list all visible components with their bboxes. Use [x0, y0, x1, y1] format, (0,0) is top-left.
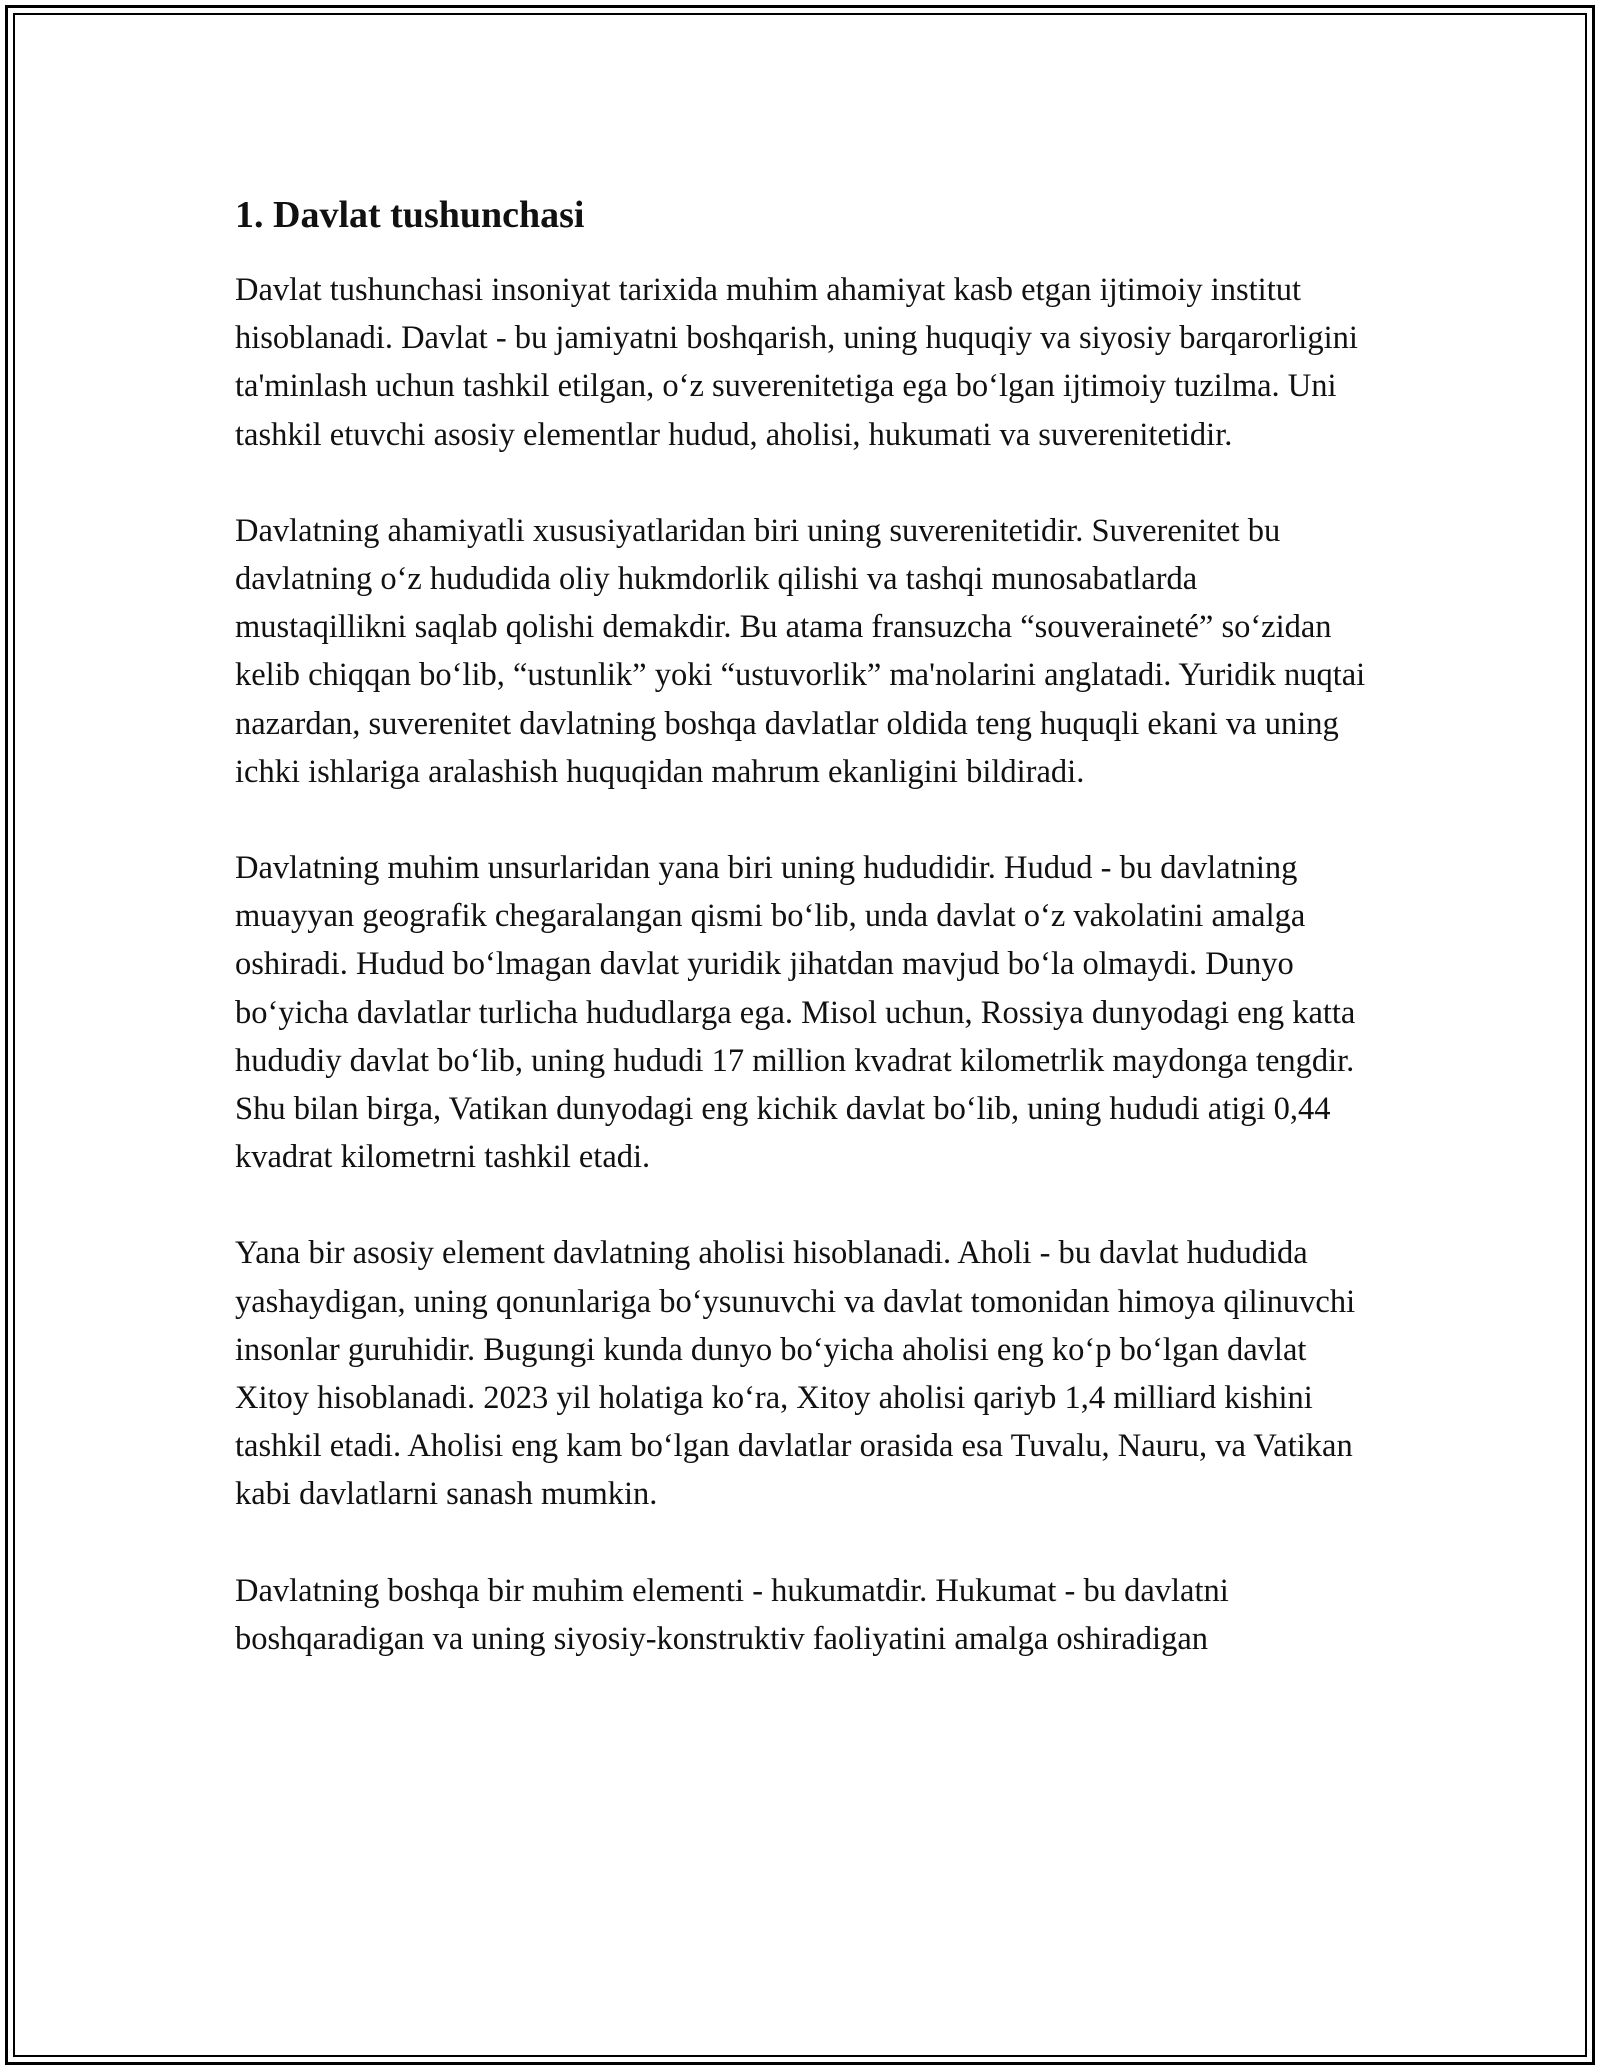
paragraph-territory: Davlatning muhim unsurlaridan yana biri uning hududidir. Hudud - bu davlatning muayyan geografik chegaralangan qismi bo‘lib, unda davlat o‘z vakolatini amalga oshiradi. Hudud bo‘lmagan davlat yuridik jihatdan mavjud bo‘la olmaydi. Dunyo bo‘yicha davlatlar turlicha hududlarga ega. Misol uchun, Rossiya dunyodagi eng katta hududiy davlat bo‘lib, uning hududi 17 million kvadrat kilometrlik maydonga tengdir. Shu bilan birga, Vatikan dunyodagi eng kichik davlat bo‘lib, uning hududi atigi 0,44 kvadrat kilometrni tashkil etadi. — [235, 850, 1356, 1176]
paragraph-sovereignty: Davlatning ahamiyatli xususiyatlaridan biri uning suverenitetidir. Suverenitet bu davlatning o‘z hududida oliy hukmdorlik qilishi va tashqi munosabatlarda mustaqillikni saqlab qolishi demakdir. Bu atama fransuzcha “souveraineté” so‘zidan kelib chiqqan bo‘lib, “ustunlik” yoki “ustuvorlik” ma'nolarini anglatadi. Yuridik nuqtai nazardan, suverenitet davlatning boshqa davlatlar oldida teng huquqli ekani va uning ichki ishlariga aralashish huquqidan mahrum ekanligini bildiradi. — [235, 512, 1366, 790]
paragraph-government: Davlatning boshqa bir muhim elementi - hukumatdir. Hukumat - bu davlatni boshqaradigan va uning siyosiy-konstruktiv faoliyatini amalga oshiradigan — [235, 1572, 1229, 1657]
section-heading: 1. Davlat tushunchasi — [235, 194, 585, 236]
paragraph-definition: Davlat tushunchasi insoniyat tarixida muhim ahamiyat kasb etgan ijtimoiy institut hisoblanadi. Davlat - bu jamiyatni boshqarish, uning huquqiy va siyosiy barqarorligini ta'minlash uchun tashkil etilgan, o‘z suverenitetiga ega bo‘lgan ijtimoiy tuzilma. Uni tashkil etuvchi asosiy elementlar hudud, aholisi, hukumati va suverenitetidir. — [235, 272, 1358, 453]
document-body — [235, 186, 1375, 1711]
paragraph-population: Yana bir asosiy element davlatning aholisi hisoblanadi. Aholi - bu davlat hududida yashaydigan, uning qonunlariga bo‘ysunuvchi va davlat tomonidan himoya qilinuvchi insonlar guruhidir. Bugungi kunda dunyo bo‘yicha aholisi eng ko‘p bo‘lgan davlat Xitoy hisoblanadi. 2023 yil holatiga ko‘ra, Xitoy aholisi qariyb 1,4 milliard kishini tashkil etadi. Aholisi eng kam bo‘lgan davlatlar orasida esa Tuvalu, Nauru, va Vatikan kabi davlatlarni sanash mumkin. — [235, 1235, 1356, 1513]
